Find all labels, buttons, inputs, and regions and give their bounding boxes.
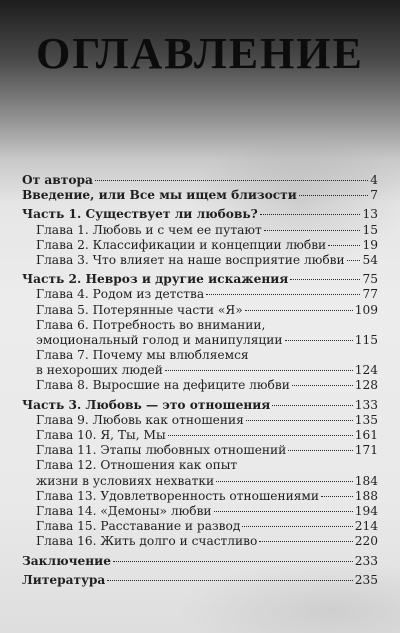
toc-page-number: 133: [354, 397, 378, 412]
toc-page-number: 233: [354, 553, 378, 568]
toc-leader-dots: [292, 385, 353, 386]
toc-page-number: 184: [354, 473, 378, 488]
toc-entry: [22, 474, 378, 489]
toc-entry: [22, 333, 378, 348]
toc-page-number: 109: [354, 302, 378, 317]
toc-entry-title: Глава 4. Родом из детства: [36, 287, 205, 302]
toc-leader-dots: [165, 370, 353, 371]
toc-entry-title: Глава 1. Любовь и с чем ее путают: [36, 222, 262, 237]
toc-entry: [22, 554, 378, 569]
toc-entry-title: Глава 9. Любовь как отношения: [36, 412, 244, 427]
toc-entry: [22, 253, 378, 268]
table-of-contents: [22, 173, 378, 588]
toc-entry: [22, 398, 378, 413]
toc-leader-dots: [216, 481, 353, 482]
toc-leader-dots: [288, 450, 352, 451]
toc-entry: [22, 188, 378, 203]
toc-leader-dots: [206, 294, 360, 295]
toc-entry: [22, 534, 378, 549]
toc-page-number: 214: [354, 519, 378, 534]
toc-leader-dots: [214, 511, 353, 512]
toc-page-number: 7: [370, 188, 378, 203]
toc-entry: [22, 443, 378, 458]
toc-leader-dots: [242, 526, 352, 527]
toc-leader-dots: [95, 180, 368, 181]
toc-leader-dots: [299, 195, 368, 196]
toc-entry-title: Глава 15. Расставание и развод: [36, 519, 241, 534]
toc-entry: [22, 303, 378, 318]
toc-entry-title: Глава 2. Классификации и концепции любви: [36, 237, 327, 252]
toc-page-number: 135: [354, 412, 378, 427]
toc-page-number: 15: [362, 222, 378, 237]
toc-leader-dots: [272, 405, 352, 406]
toc-entry-title: Глава 8. Выросшие на дефиците любви: [36, 378, 290, 393]
toc-entry-title: Глава 3. Что влияет на наше восприятие любви: [36, 252, 345, 267]
toc-entry: [22, 489, 378, 504]
toc-page-number: 171: [354, 443, 378, 458]
toc-leader-dots: [245, 310, 353, 311]
toc-entry-title: Заключение: [22, 553, 111, 568]
page-title: ОГЛАВЛЕНИЕ: [36, 29, 364, 78]
toc-entry-title: Глава 6. Потребность во внимании,: [36, 317, 266, 332]
toc-page-number: 220: [354, 534, 378, 549]
toc-leader-dots: [259, 541, 352, 542]
toc-entry-title: эмоциональный голод и манипуляции: [36, 332, 283, 347]
toc-entry-title: Введение, или Все мы ищем близости: [22, 188, 297, 203]
toc-entry-title: Глава 12. Отношения как опыт: [36, 458, 238, 473]
toc-entry: [22, 428, 378, 443]
toc-page-number: 188: [354, 488, 378, 503]
toc-page-number: 115: [354, 332, 378, 347]
toc-entry-title: Глава 11. Этапы любовных отношений: [36, 443, 287, 458]
toc-entry-title: Глава 16. Жить долго и счастливо: [36, 534, 258, 549]
toc-entry-title: Часть 3. Любовь — это отношения: [22, 397, 271, 412]
toc-entry-title: Глава 5. Потерянные части «Я»: [36, 302, 243, 317]
toc-entry: [22, 223, 378, 238]
toc-entry-title: Глава 13. Удовлетворенность отношениями: [36, 488, 320, 503]
toc-leader-dots: [290, 279, 360, 280]
toc-page-number: 75: [362, 272, 378, 287]
toc-entry: [22, 378, 378, 393]
toc-entry: [22, 173, 378, 188]
toc-entry: [22, 348, 378, 363]
toc-page-number: 235: [354, 572, 378, 587]
toc-leader-dots: [168, 435, 353, 436]
toc-entry: [22, 318, 378, 333]
toc-entry-title: Глава 7. Почему мы влюбляемся: [36, 348, 249, 363]
toc-entry-title: Часть 1. Существует ли любовь?: [22, 207, 258, 222]
toc-leader-dots: [264, 230, 361, 231]
toc-entry: [22, 272, 378, 287]
toc-entry-title: Глава 14. «Демоны» любви: [36, 503, 212, 518]
toc-entry: [22, 519, 378, 534]
toc-entry: [22, 413, 378, 428]
toc-entry-title: в нехороших людей: [36, 363, 163, 378]
toc-entry: [22, 504, 378, 519]
toc-leader-dots: [246, 420, 353, 421]
toc-entry: [22, 238, 378, 253]
toc-page-number: 161: [354, 428, 378, 442]
toc-leader-dots: [113, 561, 353, 562]
toc-page-number: 13: [362, 207, 378, 222]
toc-page-number: 77: [362, 287, 378, 302]
toc-leader-dots: [285, 340, 353, 341]
toc-entry: [22, 458, 378, 473]
toc-entry-title: Глава 10. Я, Ты, Мы: [36, 428, 166, 442]
toc-page-number: 4: [370, 173, 378, 187]
toc-leader-dots: [328, 245, 360, 246]
toc-entry: [22, 207, 378, 222]
toc-entry-title: Литература: [22, 572, 106, 587]
toc-page-number: 128: [354, 378, 378, 393]
toc-entry: [22, 363, 378, 378]
toc-leader-dots: [347, 260, 361, 261]
toc-page-number: 54: [362, 252, 378, 267]
toc-page-number: 194: [354, 503, 378, 518]
toc-entry: [22, 573, 378, 588]
toc-leader-dots: [260, 214, 361, 215]
toc-entry-title: жизни в условиях нехватки: [36, 473, 215, 488]
toc-page-number: 124: [354, 363, 378, 378]
toc-entry-title: От автора: [22, 173, 93, 187]
toc-leader-dots: [321, 496, 353, 497]
toc-leader-dots: [107, 580, 352, 581]
toc-page-number: 19: [362, 237, 378, 252]
toc-entry-title: Часть 2. Невроз и другие искажения: [22, 272, 289, 287]
toc-entry: [22, 287, 378, 302]
